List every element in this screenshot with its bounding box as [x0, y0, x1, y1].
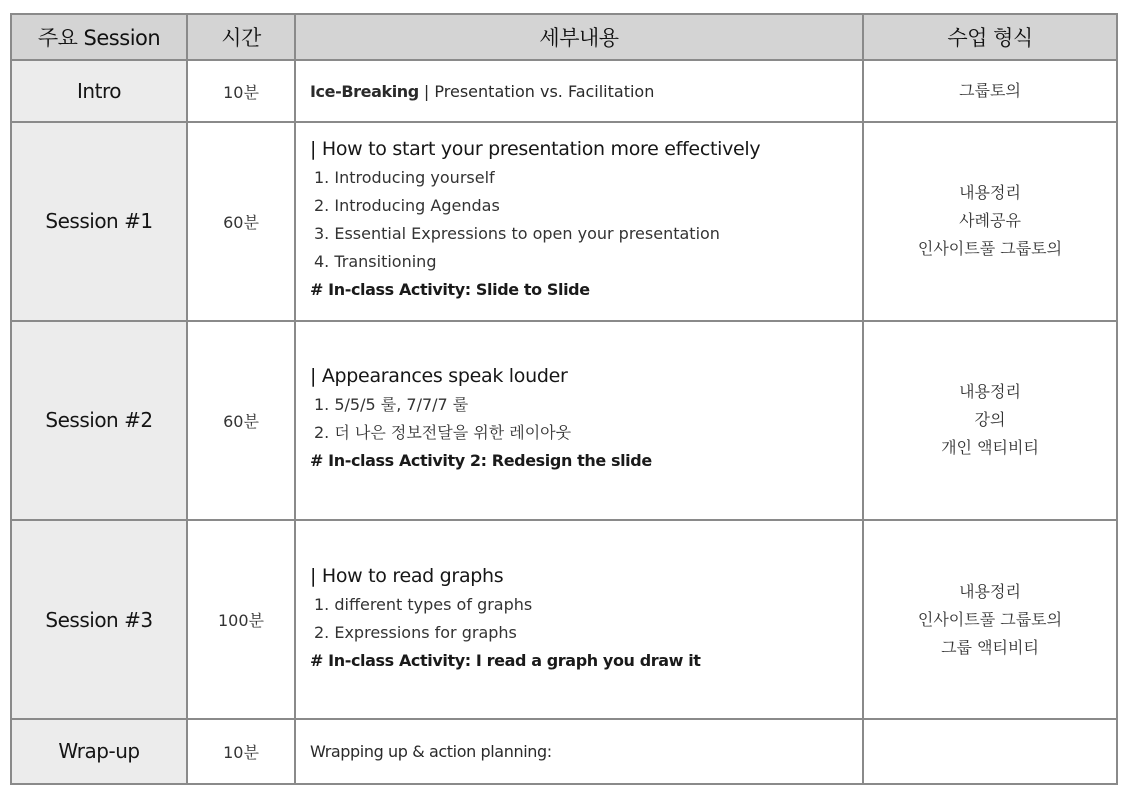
header-time: 시간 [187, 14, 295, 60]
session-detail [295, 321, 863, 521]
detail-title: | How to read graphs [310, 564, 504, 587]
session-name: Session #3 [11, 520, 187, 719]
detail-item: 2. Introducing Agendas [314, 196, 500, 216]
session-format [863, 520, 1117, 719]
session-format [863, 719, 1117, 784]
session-format [863, 60, 1117, 122]
header-session: 주요 Session [11, 14, 187, 60]
format-line: 그룹토의 [959, 81, 1021, 101]
format-line: 그룹 액티비티 [941, 637, 1039, 657]
detail-item: 2. Expressions for graphs [314, 622, 517, 642]
curriculum-table-wrapper [10, 13, 1116, 785]
session-name: Intro [11, 60, 187, 122]
session-time: 10분 [187, 60, 295, 122]
detail-item: 4. Transitioning [314, 252, 437, 272]
format-line: 내용정리 [959, 183, 1021, 203]
session-time: 10분 [187, 719, 295, 784]
format-line: 인사이트풀 그룹토의 [917, 239, 1063, 259]
format-line: 내용정리 [959, 581, 1021, 601]
session-detail [295, 520, 863, 719]
format-line: 내용정리 [959, 382, 1021, 402]
session-name: Wrap-up [11, 719, 187, 784]
detail-title: | Appearances speak louder [310, 365, 568, 388]
format-line: 개인 액티비티 [941, 438, 1039, 458]
detail-activity: # In-class Activity: Slide to Slide [310, 280, 590, 300]
detail-inline-bold: Ice-Breaking [310, 81, 419, 101]
header-row [11, 14, 1117, 60]
session-time: 100분 [187, 520, 295, 719]
session-time: 60분 [187, 122, 295, 321]
table-row-wrap-up [11, 719, 1117, 784]
detail-inline-rest: | Presentation vs. Facilitation [418, 81, 655, 101]
detail-item: 1. 5/5/5 룰, 7/7/7 룰 [314, 395, 469, 415]
table-row-session-3 [11, 520, 1117, 719]
session-name: Session #1 [11, 122, 187, 321]
header-format: 수업 형식 [863, 14, 1117, 60]
table-row-intro [11, 60, 1117, 122]
detail-plain: Wrapping up & action planning: [310, 741, 552, 761]
session-time: 60분 [187, 321, 295, 521]
detail-activity: # In-class Activity: I read a graph you draw it [310, 650, 701, 670]
detail-title: | How to start your presentation more effectively [310, 138, 761, 161]
session-detail [295, 60, 863, 122]
curriculum-table [10, 13, 1118, 785]
session-format [863, 122, 1117, 321]
detail-item: 1. Introducing yourself [314, 168, 495, 188]
session-name: Session #2 [11, 321, 187, 521]
format-line: 사례공유 [959, 211, 1021, 231]
session-detail [295, 719, 863, 784]
table-row-session-2 [11, 321, 1117, 521]
table-row-session-1 [11, 122, 1117, 321]
session-format [863, 321, 1117, 521]
format-line: 강의 [974, 410, 1006, 430]
session-detail [295, 122, 863, 321]
detail-item: 3. Essential Expressions to open your presentation [314, 224, 720, 244]
detail-item: 1. different types of graphs [314, 594, 533, 614]
detail-activity: # In-class Activity 2: Redesign the slide [310, 451, 652, 471]
format-line: 인사이트풀 그룹토의 [917, 609, 1063, 629]
header-detail: 세부내용 [295, 14, 863, 60]
detail-item: 2. 더 나은 정보전달을 위한 레이아웃 [314, 423, 572, 443]
